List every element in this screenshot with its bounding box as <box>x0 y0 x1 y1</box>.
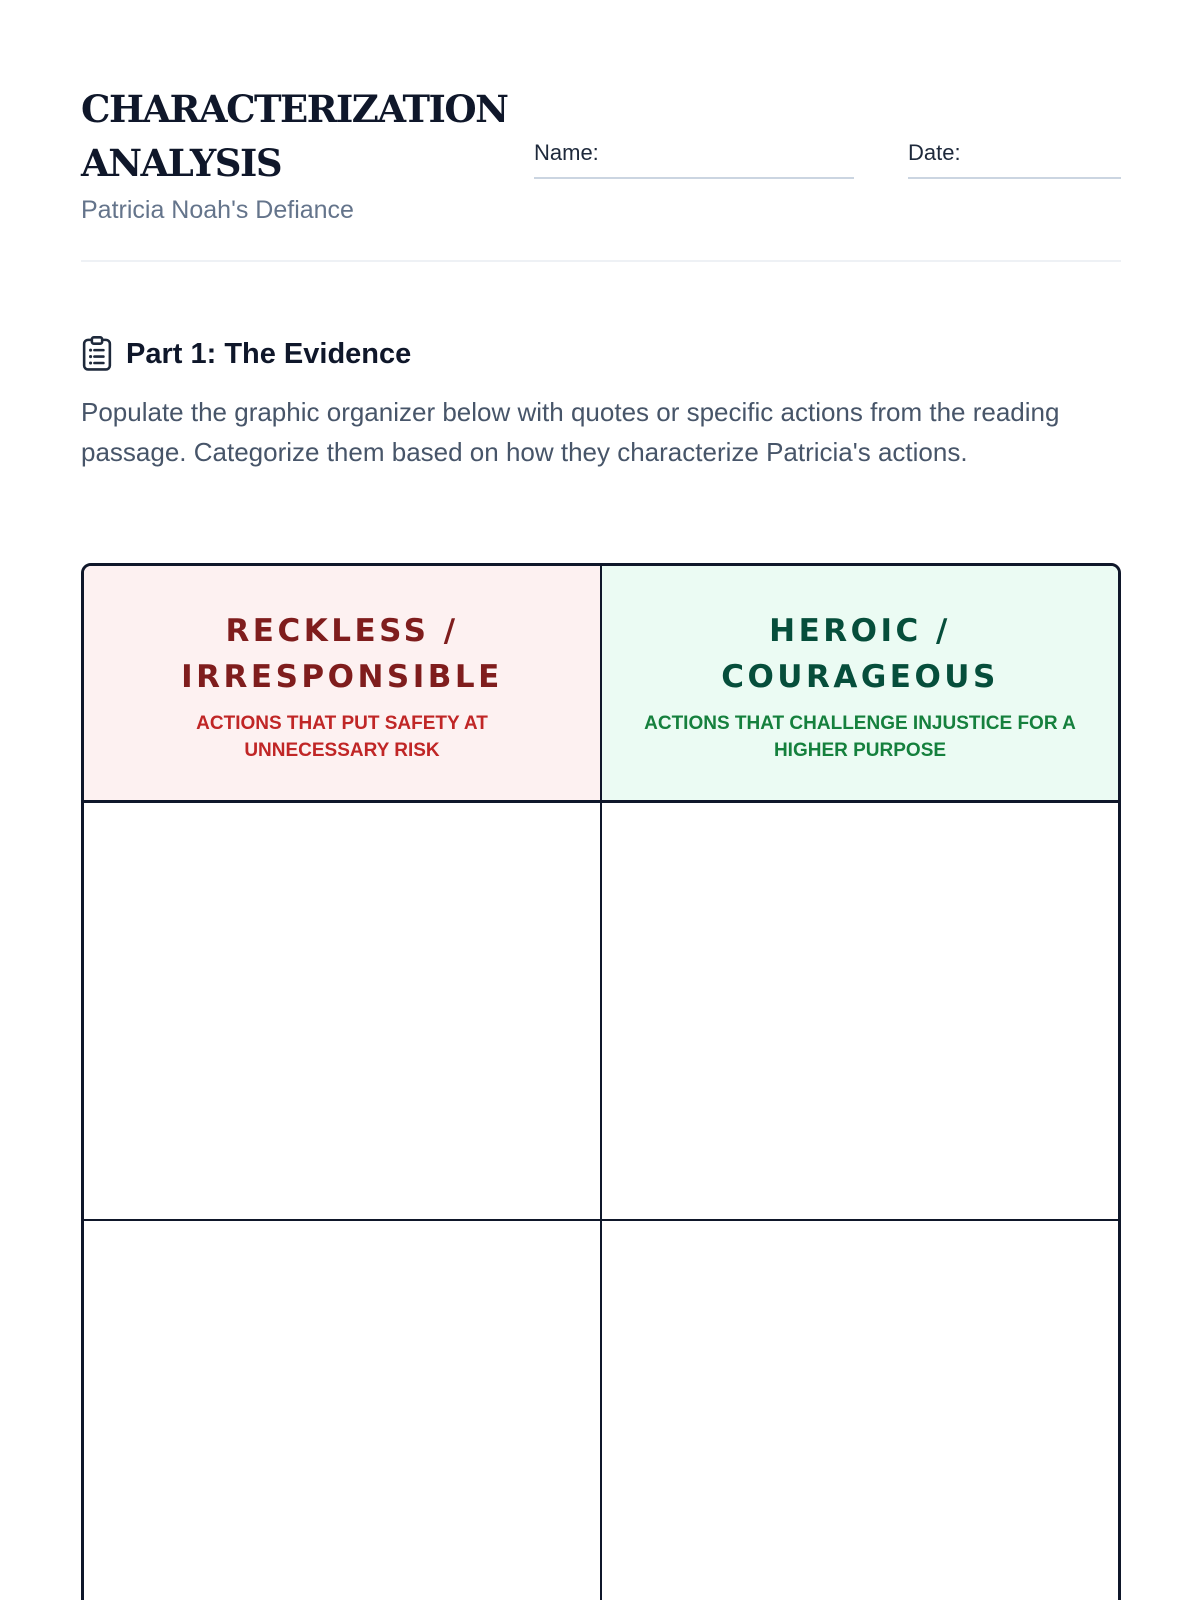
evidence-cell-reckless-1[interactable] <box>84 803 602 1221</box>
name-label: Name: <box>534 140 599 165</box>
column-title: RECKLESS / IRRESPONSIBLE <box>181 613 503 695</box>
evidence-cell-reckless-2[interactable] <box>84 1221 602 1600</box>
worksheet-page <box>81 0 1121 1600</box>
section-heading <box>81 334 411 374</box>
page-title: CHARACTERIZATION ANALYSIS <box>81 87 508 185</box>
instructions-text: Populate the graphic organizer below with quotes or specific actions from the reading passage. Categorize them based on how they characterize Patricia's actions. <box>81 397 1060 467</box>
column-header-heroic <box>602 566 1118 803</box>
name-field[interactable] <box>534 140 854 179</box>
clipboard-list-icon <box>81 336 113 372</box>
column-subtitle: ACTIONS THAT PUT SAFETY AT UNNECESSARY RISK <box>196 713 488 761</box>
evidence-cell-heroic-2[interactable] <box>602 1221 1118 1600</box>
column-subtitle: ACTIONS THAT CHALLENGE INJUSTICE FOR A HIGHER PURPOSE <box>644 713 1076 761</box>
page-subtitle: Patricia Noah's Defiance <box>81 196 354 224</box>
date-field[interactable] <box>908 140 1121 179</box>
worksheet-header <box>81 82 1121 262</box>
date-label: Date: <box>908 140 961 165</box>
section-title: Part 1: The Evidence <box>126 337 412 370</box>
graphic-organizer <box>81 563 1121 1600</box>
evidence-cell-heroic-1[interactable] <box>602 803 1118 1221</box>
column-header-reckless <box>84 566 602 803</box>
column-title: HEROIC / COURAGEOUS <box>721 613 999 695</box>
